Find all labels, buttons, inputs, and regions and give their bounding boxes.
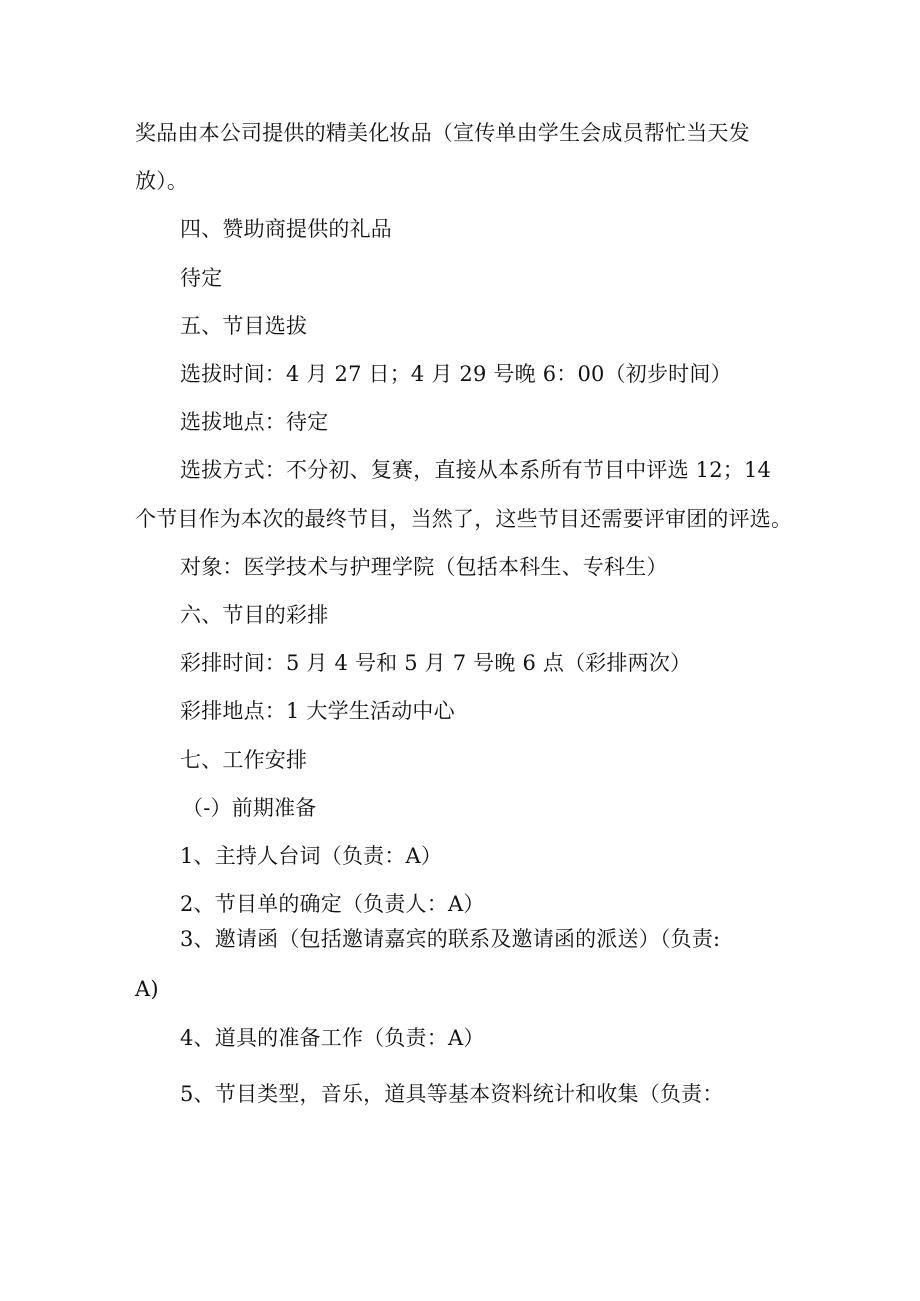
paragraph-prize-line-2: 放）。 bbox=[135, 169, 189, 193]
rehearsal-time: 彩排时间：5 月 4 号和 5 月 7 号晚 6 点（彩排两次） bbox=[180, 651, 692, 675]
selection-method-line-1: 选拔方式：不分初、复赛，直接从本系所有节目中评选 12；14 bbox=[180, 458, 772, 482]
selection-time: 选拔时间：4 月 27 日；4 月 29 号晚 6：00（初步时间） bbox=[180, 362, 732, 386]
task-program-list: 2、节目单的确定（负责人：A） bbox=[180, 892, 485, 916]
task-host-script: 1、主持人台词（负责：A） bbox=[180, 844, 443, 868]
heading-rehearsal: 六、节目的彩排 bbox=[180, 603, 329, 627]
selection-location: 选拔地点：待定 bbox=[180, 410, 329, 434]
selection-method-line-2: 个节目作为本次的最终节目，当然了，这些节目还需要评审团的评选。 bbox=[135, 507, 793, 531]
heading-work-arrangement: 七、工作安排 bbox=[180, 748, 308, 772]
paragraph-prize-line-1: 奖品由本公司提供的精美化妆品（宣传单由学生会成员帮忙当天发 bbox=[135, 121, 750, 145]
task-invitation-line-2: A) bbox=[135, 977, 159, 1001]
rehearsal-location: 彩排地点：1 大学生活动中心 bbox=[180, 699, 455, 723]
heading-program-selection: 五、节目选拔 bbox=[180, 314, 308, 338]
subheading-preparation: （-）前期准备 bbox=[182, 796, 317, 820]
task-props: 4、道具的准备工作（负责：A） bbox=[180, 1026, 485, 1050]
heading-sponsor-gifts: 四、赞助商提供的礼品 bbox=[180, 217, 392, 241]
selection-target: 对象：医学技术与护理学院（包括本科生、专科生） bbox=[180, 555, 668, 579]
task-data-collection: 5、节目类型，音乐，道具等基本资料统计和收集（负责： bbox=[180, 1082, 724, 1106]
task-invitation-line-1: 3、邀请函（包括邀请嘉宾的联系及邀请函的派送）（负责: bbox=[180, 927, 721, 951]
sponsor-gifts-value: 待定 bbox=[180, 266, 223, 290]
